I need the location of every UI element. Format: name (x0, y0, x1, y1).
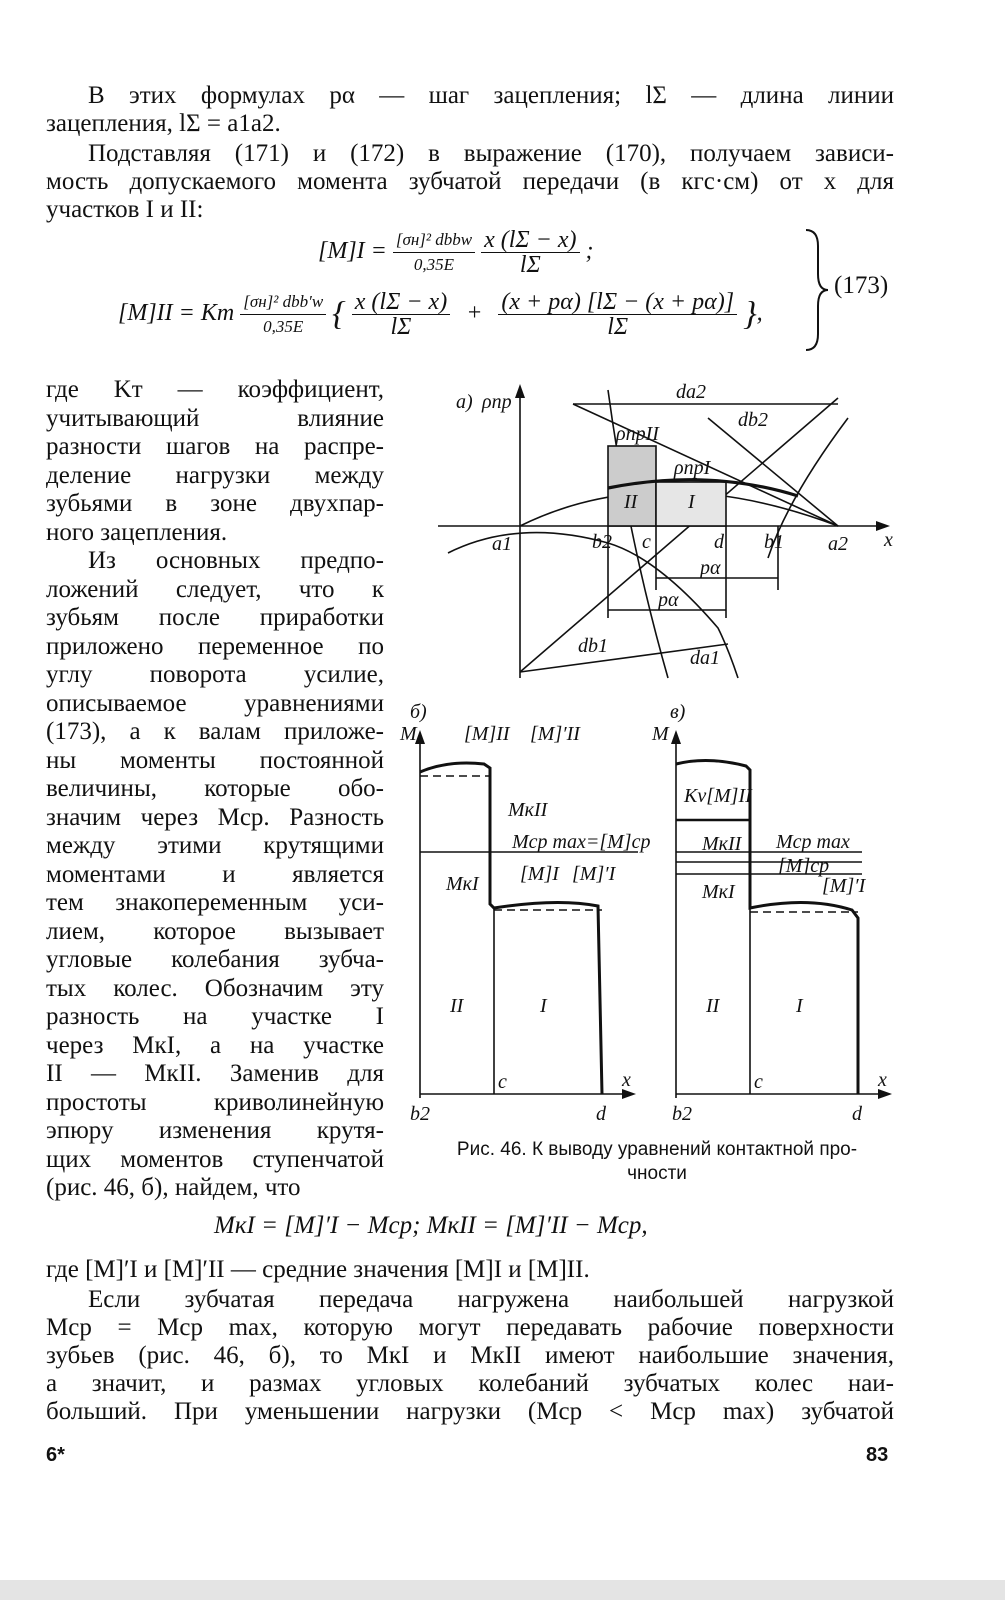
label-c-b2: b2 (672, 1103, 692, 1125)
left-column-line: разность на участке I (46, 1003, 384, 1030)
para2-line3: участков I и II: (46, 196, 204, 223)
eq2-fden-a: lΣ (390, 314, 412, 340)
label-d: d (714, 531, 724, 553)
panel-a (438, 384, 890, 678)
left-column-line: (рис. 46, б), найдем, что (46, 1174, 301, 1201)
para4-line2: Mср = Mср max, которую могут передавать рабочие поверхности (46, 1314, 894, 1341)
left-column-line: тем знакопеременным уси- (46, 889, 384, 916)
equation-173-line2: [M]II = Kт $\frac{\text{[σн]² dbb′w}}{0,35E}$ { $\frac{x (l\Sigma - x)}{l\Sigma}$ + $\frac{(x + p\alpha) [l\Sigma - (x + p\alpha)]}{l\Sigma}$ }, (118, 289, 763, 340)
para4-line5: больший. При уменьшении нагрузки (Mср < Mср max) зубчатой (46, 1398, 894, 1425)
equation-label: (173) (834, 272, 889, 299)
figure-caption-line2: чности (627, 1163, 687, 1184)
label-c-zone-I: I (796, 995, 803, 1017)
label-palpha-1: pα (700, 557, 721, 579)
left-column-line: зубьям после приработки (46, 604, 384, 631)
label-rho-II: ρпрII (616, 423, 659, 445)
eq2-den: 0,35E (263, 317, 304, 336)
para1-line2: зацепления, lΣ = a1a2. (46, 110, 281, 137)
left-column-line: тых колес. Обозначим эту (46, 974, 384, 1002)
left-column-line: лием, которое вызывает (46, 917, 384, 945)
label-c-KvMII: Kv[M]II (684, 785, 752, 807)
label-c: c (642, 531, 651, 553)
label-palpha-2: pα (658, 589, 679, 611)
label-b-c: c (498, 1071, 507, 1093)
panel-a-x-axis: x (884, 529, 893, 551)
label-b1: b1 (764, 531, 784, 553)
label-b-MIp: [M]′I (572, 863, 616, 885)
left-column-line: разности шагов на распре- (46, 433, 384, 460)
eq2-fnum-b: (x + pα) [lΣ − (x + pα)] (498, 290, 737, 315)
label-rho-I: ρпрI (674, 457, 711, 479)
label-c-Mcpmax: Mср max (776, 831, 850, 853)
label-a1: a1 (492, 533, 512, 555)
panel-c-y-axis: M (652, 723, 669, 745)
panel-a-y-axis: ρпр (482, 391, 512, 413)
left-column-line: между этими крутящими (46, 832, 384, 859)
eq1-fden: lΣ (519, 252, 541, 278)
label-b-MkI: MкI (446, 873, 479, 895)
left-column-line: описываемое уравнениями (46, 689, 384, 717)
para4-line3: зубьев (рис. 46, б), то MкI и MкII имеют наибольшие значения, (46, 1342, 894, 1369)
label-b-d: d (596, 1103, 606, 1125)
eq2-lhs: [M]II = Kт (118, 300, 235, 327)
figure-46 (400, 378, 908, 1158)
eq1-fnum: x (lΣ − x) (481, 228, 579, 253)
left-column-line: щих моментов ступенчатой (46, 1145, 384, 1173)
label-b-MIIp: [M]′II (530, 723, 580, 745)
label-b-Mcp: Mср max=[M]ср (512, 831, 651, 853)
label-b-MkII: MкII (508, 799, 548, 821)
label-b-MI: [M]I (520, 863, 559, 885)
label-b-b2: b2 (410, 1103, 430, 1125)
eq2-tail: , (756, 300, 763, 327)
equation-mk: MкI = [M]′I − Mср; MкII = [M]′II − Mср, (214, 1212, 648, 1239)
label-c-c: c (754, 1071, 763, 1093)
eq1-den: 0,35E (413, 255, 455, 274)
para4-line4: а значит, и размах угловых колебаний зубчатых колес наи- (46, 1370, 894, 1397)
panel-c-labels (651, 701, 887, 1125)
left-column-line: через MкI, а на участке (46, 1031, 384, 1059)
label-c-MIp: [M]′I (822, 875, 866, 897)
eq2-plus: + (466, 300, 483, 327)
label-da2: da2 (676, 381, 706, 403)
eq1-lhs: [M]I = (318, 238, 387, 265)
left-column-line: ного зацепления. (46, 518, 228, 546)
panel-b-x-axis: x (622, 1069, 631, 1091)
scan-edge (0, 1580, 1005, 1600)
left-column-line: углу поворота усилие, (46, 661, 384, 688)
left-column-line: где Kт — коэффициент, (46, 376, 384, 403)
eq1-num: [σн]² dbbw (393, 228, 475, 253)
left-column-line: моментами и является (46, 860, 384, 888)
page-number: 83 (866, 1444, 889, 1466)
label-da1: da1 (690, 647, 720, 669)
left-column-line: эпюру изменения крутя- (46, 1117, 384, 1144)
label-a2: a2 (828, 533, 848, 555)
eq2-fden-b: lΣ (607, 314, 629, 340)
left-column-line: зубьями в зоне двухпар- (46, 490, 384, 517)
label-c-MkI: MкI (702, 881, 735, 903)
panel-b-labels (399, 701, 650, 1125)
eq2-num: [σн]² dbb′w (240, 290, 326, 315)
para1-line1: В этих формулах pα — шаг зацепления; lΣ — длина линии (88, 82, 894, 109)
panel-c-title: в) (670, 701, 686, 723)
left-column-line: (173), а к валам приложе- (46, 718, 384, 745)
left-column-line: деление нагрузки между (46, 461, 384, 489)
label-c-Mcp: [M]ср (778, 855, 830, 877)
eq2-fnum-a: x (lΣ − x) (352, 290, 450, 315)
panel-a-title: а) (456, 391, 473, 413)
left-column-line: II — MкII. Заменив для (46, 1060, 384, 1087)
label-c-d: d (852, 1103, 862, 1125)
left-column-line: приложено переменное по (46, 632, 384, 660)
panel-b-title: б) (410, 701, 427, 723)
label-b-MII: [M]II (464, 723, 510, 745)
label-b-zone-I: I (540, 995, 547, 1017)
label-c-MkII: MкII (702, 833, 742, 855)
left-column-line: значим через Mср. Разность (46, 803, 384, 831)
label-b2: b2 (592, 531, 612, 553)
panel-c-x-axis: x (878, 1069, 887, 1091)
para2-line2: мость допускаемого момента зубчатой передачи (в кгс·см) от x для (46, 168, 894, 195)
panel-b-y-axis: M (400, 723, 417, 745)
label-c-zone-II: II (706, 995, 720, 1017)
left-column-line: угловые колебания зубча- (46, 946, 384, 973)
para2-line1: Подставляя (171) и (172) в выражение (170), получаем зависи- (88, 140, 894, 167)
left-column-line: ны моменты постоянной (46, 746, 384, 774)
equation-173-line1 (318, 228, 594, 277)
left-column-line: величины, которые обо- (46, 775, 384, 802)
label-b-zone-II: II (450, 995, 464, 1017)
left-column-line: Из основных предпо- (88, 547, 384, 574)
left-column-line: простоты криволинейную (46, 1088, 384, 1116)
para4-line1: Если зубчатая передача нагружена наибольшей нагрузкой (88, 1286, 894, 1313)
left-column-line: учитывающий влияние (46, 404, 384, 432)
para3: где [M]′I и [M]′II — средние значения [M]I и [M]II. (46, 1256, 590, 1283)
label-zone-a-I: I (688, 491, 695, 513)
label-db2: db2 (738, 409, 768, 431)
panel-b (415, 730, 638, 1099)
left-column-line: ложений следует, что к (46, 575, 384, 603)
figure-caption-line1: Рис. 46. К выводу уравнений контактной про- (456, 1139, 858, 1160)
signature-mark: 6* (46, 1444, 65, 1466)
label-db1: db1 (578, 635, 608, 657)
figure-caption (412, 1138, 902, 1186)
eq1-tail: ; (585, 238, 594, 265)
label-zone-a-II: II (624, 491, 638, 513)
